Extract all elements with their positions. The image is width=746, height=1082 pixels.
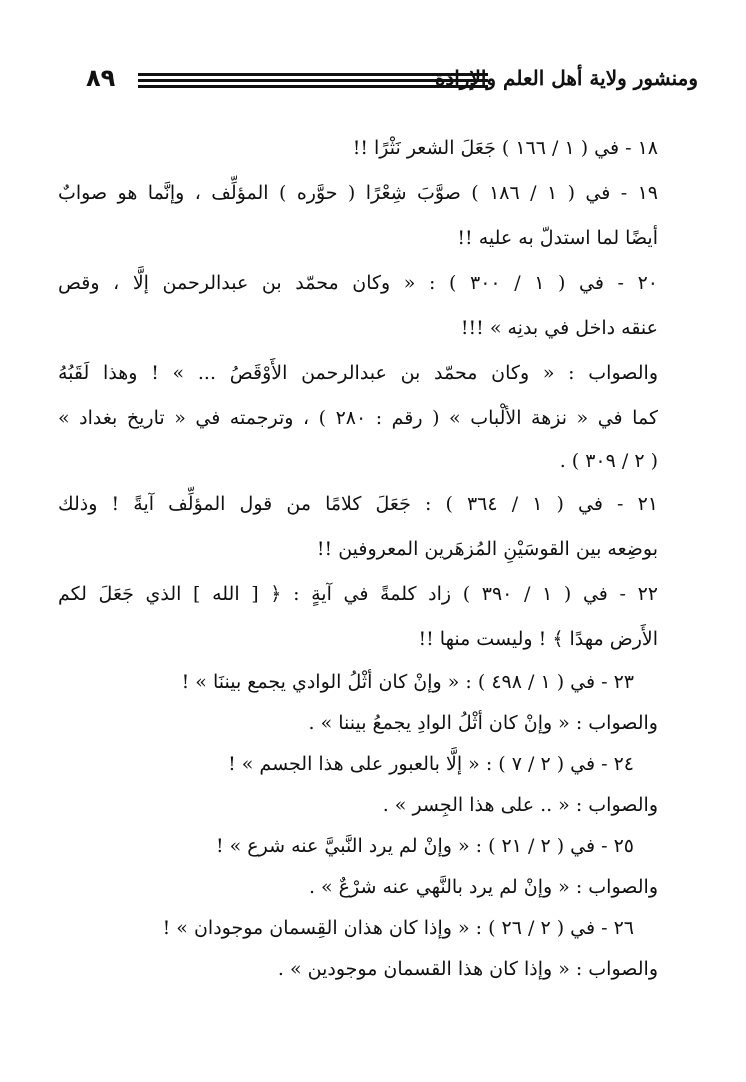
text-line: الأَرض مهدًا ﴾ ! وليست منها !!: [418, 628, 658, 650]
page-body: [58, 126, 658, 990]
text-line: ٢٠ - في ( ١ / ٣٠٠ ) : « وكان محمّد بن عبدالرحمن إلَّا ، وقص: [58, 272, 658, 294]
text-line: أيضًا لما استدلّ به عليه !!: [457, 227, 658, 249]
text-line: بوضِعه بين القوسَيْنِ المُزهَرين المعروفين !!: [316, 538, 658, 560]
text-line: ٢١ - في ( ١ / ٣٦٤ ) : جَعَلَ كلامًا من قول المؤلِّف آيةً ! وذلك: [58, 493, 658, 515]
page-header: [86, 62, 698, 102]
text-line: كما في « نزهة الألْباب » ( رقم : ٢٨٠ ) ، وترجمته في « تاريخ بغداد »: [58, 407, 658, 429]
text-line: ١٨ - في ( ١ / ١٦٦ ) جَعَلَ الشعر نَثْرًا !!: [352, 137, 658, 159]
text-line: والصواب : « وإذا كان هذا القسمان موجودين » .: [277, 958, 658, 980]
text-line: والصواب : « .. على هذا الجِسر » .: [382, 794, 658, 816]
text-line: والصواب : « وإنْ كان أثْلُ الوادِ يجمعُ بيننا » .: [308, 712, 658, 734]
page-number: ٨٩: [86, 64, 116, 92]
text-line: عنقه داخل في بدنِه » !!!: [460, 317, 658, 339]
text-line: والصواب : « وكان محمّد بن عبدالرحمن الأَوْقَصُ ... » ! وهذا لَقَبُهُ: [58, 362, 658, 384]
text-line: ٢٤ - في ( ٢ / ٧ ) : « إلَّا بالعبور على هذا الجسم » !: [228, 753, 634, 775]
text-line: والصواب : « وإنْ لم يرد بالنَّهي عنه شرْعٌ » .: [308, 876, 658, 898]
text-line: ٢٦ - في ( ٢ / ٢٦ ) : « وإذا كان هذان القِسمان موجودان » !: [162, 917, 634, 939]
text-line: ٢٥ - في ( ٢ / ٢١ ) : « وإنْ لم يرد النَّبيَّ عنه شرع » !: [215, 835, 634, 857]
text-line: ٢٢ - في ( ١ / ٣٩٠ ) زاد كلمةً في آيةٍ : ﴿ [ الله ] الذي جَعَلَ لكم: [58, 583, 658, 605]
text-line: ( ٢ / ٣٠٩ ) .: [559, 450, 658, 472]
text-line: ١٩ - في ( ١ / ١٨٦ ) صوَّبَ شِعْرًا ( حوَّره ) المؤلِّف ، وإنَّما هو صوابٌ: [58, 182, 658, 204]
text-line: ٢٣ - في ( ١ / ٤٩٨ ) : « وإنْ كان أثْلُ الوادي يجمع بيننَا » !: [181, 671, 634, 693]
running-title: ومنشور ولاية أهل العلم والإرادة: [434, 66, 698, 90]
